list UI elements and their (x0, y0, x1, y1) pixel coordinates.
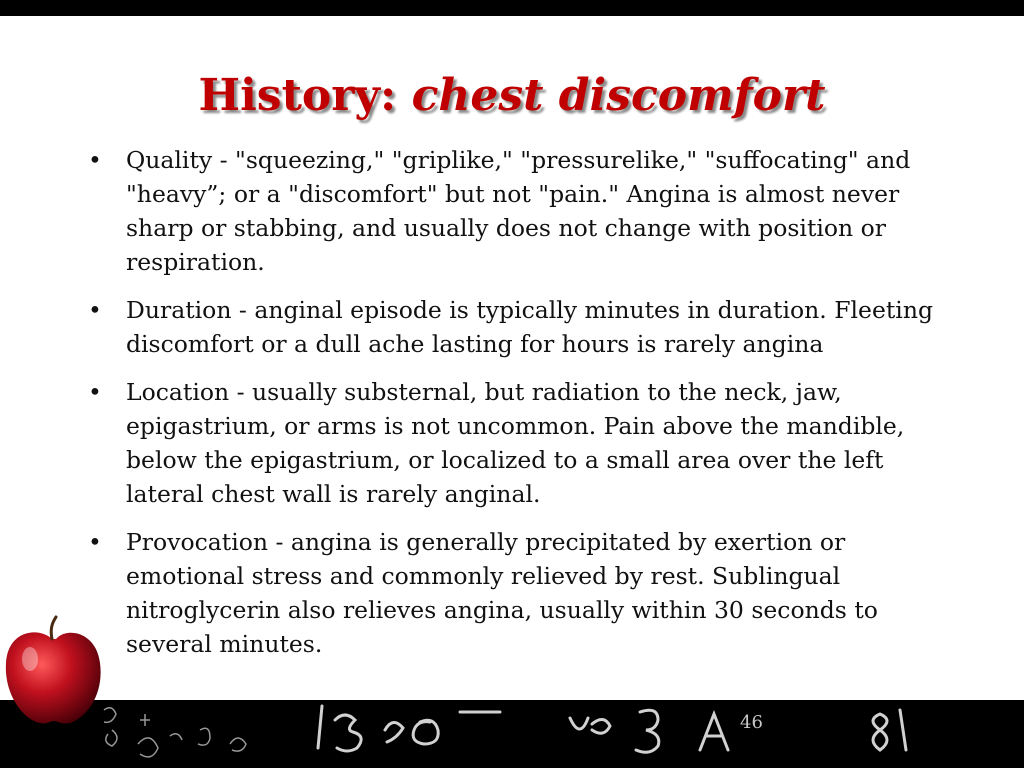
bullet-dot-icon: • (88, 296, 102, 324)
bullet-dot-icon: • (88, 528, 102, 556)
bullet-item (88, 143, 948, 279)
slide-number: 46 (740, 712, 763, 733)
chalk-handwriting-graphic (0, 700, 1024, 768)
title-emphasis: chest discomfort (411, 70, 826, 121)
bullet-dot-icon: • (88, 146, 102, 174)
bullet-text: Quality - "squeezing," "griplike," "pressurelike," "suffocating" and "heavy”; or a "discomfort" but not "pain." Angina is almost never sharp or stabbing, and usually does not change with position or respiration. (126, 146, 911, 276)
bullet-list (88, 143, 948, 675)
apple-icon (0, 615, 110, 730)
bullet-item (88, 525, 948, 661)
bullet-text: Location - usually substernal, but radiation to the neck, jaw, epigastrium, or arms is not uncommon. Pain above the mandible, below the epigastrium, or localized to a small area over the left lateral chest wall is rarely anginal. (126, 378, 905, 508)
bullet-item (88, 375, 948, 511)
title-main: History: (198, 70, 412, 121)
bullet-text: Provocation - angina is generally precipitated by exertion or emotional stress and commonly relieved by rest. Sublingual nitroglycerin also relieves angina, usually within 30 seconds to several minutes. (126, 528, 878, 658)
top-bar (0, 0, 1024, 16)
bullet-dot-icon: • (88, 378, 102, 406)
chalkboard-strip (0, 700, 1024, 768)
bullet-text: Duration - anginal episode is typically minutes in duration. Fleeting discomfort or a dull ache lasting for hours is rarely angina (126, 296, 933, 358)
slide-title (0, 70, 1024, 121)
bullet-item (88, 293, 948, 361)
